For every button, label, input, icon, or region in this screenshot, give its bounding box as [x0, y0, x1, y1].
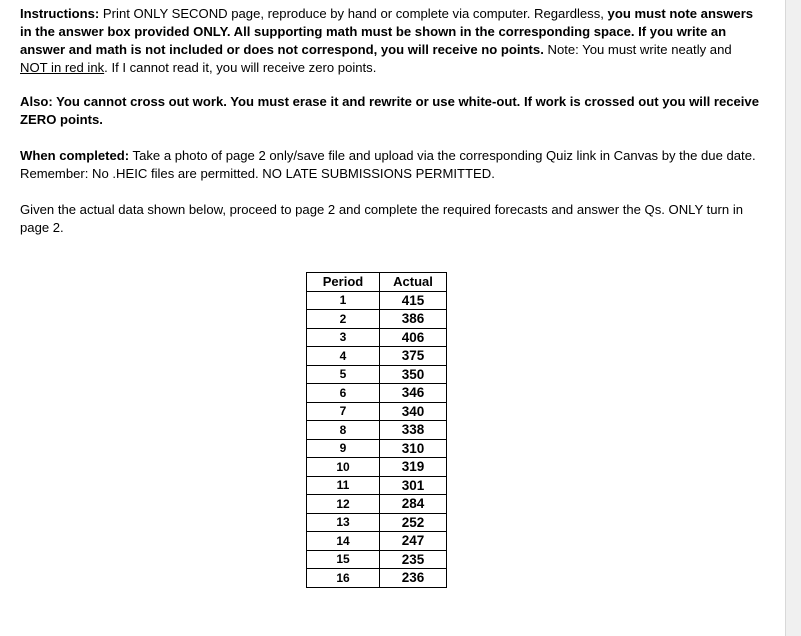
table-row: [307, 495, 447, 514]
table-row: [307, 439, 447, 458]
period-cell: 1: [307, 291, 380, 310]
actual-data-table: [306, 272, 447, 588]
actual-cell: 406: [380, 328, 447, 347]
actual-cell: 319: [380, 458, 447, 477]
scrollbar-track[interactable]: [785, 0, 801, 636]
instructions-underlined-text: NOT in red ink: [20, 60, 105, 75]
table-row: [307, 513, 447, 532]
table-row: [307, 310, 447, 329]
instructions-text-1: Print ONLY SECOND page, reproduce by hand or complete via computer. Regardless,: [99, 6, 608, 21]
table-row: [307, 365, 447, 384]
given-paragraph: [20, 201, 760, 237]
actual-cell: 340: [380, 402, 447, 421]
actual-cell: 235: [380, 550, 447, 569]
period-cell: 8: [307, 421, 380, 440]
completed-paragraph: [20, 147, 760, 183]
period-cell: 10: [307, 458, 380, 477]
actual-cell: 236: [380, 569, 447, 588]
period-cell: 6: [307, 384, 380, 403]
actual-cell: 375: [380, 347, 447, 366]
instructions-text-2: Note: You must write neatly and: [543, 42, 732, 57]
period-header: Period: [307, 273, 380, 292]
period-cell: 16: [307, 569, 380, 588]
instructions-paragraph: [20, 5, 760, 77]
period-cell: 5: [307, 365, 380, 384]
actual-cell: 252: [380, 513, 447, 532]
given-text: Given the actual data shown below, proceed to page 2 and complete the required forecasts and answer the Qs. ONLY turn in page 2.: [20, 202, 744, 235]
table-row: [307, 569, 447, 588]
actual-header: Actual: [380, 273, 447, 292]
actual-cell: 310: [380, 439, 447, 458]
table-row: [307, 402, 447, 421]
actual-cell: 386: [380, 310, 447, 329]
table-row: [307, 532, 447, 551]
actual-cell: 346: [380, 384, 447, 403]
completed-label: When completed:: [20, 148, 130, 163]
instructions-label: Instructions:: [20, 6, 100, 21]
table-row: [307, 476, 447, 495]
table-row: [307, 421, 447, 440]
also-paragraph: [20, 93, 760, 129]
period-cell: 14: [307, 532, 380, 551]
table-row: [307, 384, 447, 403]
period-cell: 11: [307, 476, 380, 495]
instructions-bold-text: you must note answers in the answer box provided ONLY. All supporting math must be shown in the corresponding space. If you write an answer and math is not included or does not correspond, you will receive no points.: [20, 6, 754, 57]
period-cell: 13: [307, 513, 380, 532]
period-cell: 9: [307, 439, 380, 458]
table-row: [307, 291, 447, 310]
table-row: [307, 550, 447, 569]
actual-cell: 338: [380, 421, 447, 440]
period-cell: 7: [307, 402, 380, 421]
period-cell: 15: [307, 550, 380, 569]
table-row: [307, 328, 447, 347]
actual-cell: 301: [380, 476, 447, 495]
actual-cell: 415: [380, 291, 447, 310]
period-cell: 4: [307, 347, 380, 366]
period-cell: 3: [307, 328, 380, 347]
table-body: [307, 291, 447, 587]
actual-cell: 350: [380, 365, 447, 384]
actual-cell: 284: [380, 495, 447, 514]
table-row: [307, 347, 447, 366]
completed-text: Take a photo of page 2 only/save file and upload via the corresponding Quiz link in Canvas by the due date. Remember: No .HEIC files are permitted. NO LATE SUBMISSIONS PERMITTED.: [20, 148, 756, 181]
period-cell: 2: [307, 310, 380, 329]
table-header-row: [307, 273, 447, 292]
period-cell: 12: [307, 495, 380, 514]
also-text: Also: You cannot cross out work. You must erase it and rewrite or use white-out. If work is crossed out you will receive ZERO points.: [20, 94, 759, 127]
actual-cell: 247: [380, 532, 447, 551]
table-row: [307, 458, 447, 477]
instructions-text-3: . If I cannot read it, you will receive zero points.: [104, 60, 377, 75]
